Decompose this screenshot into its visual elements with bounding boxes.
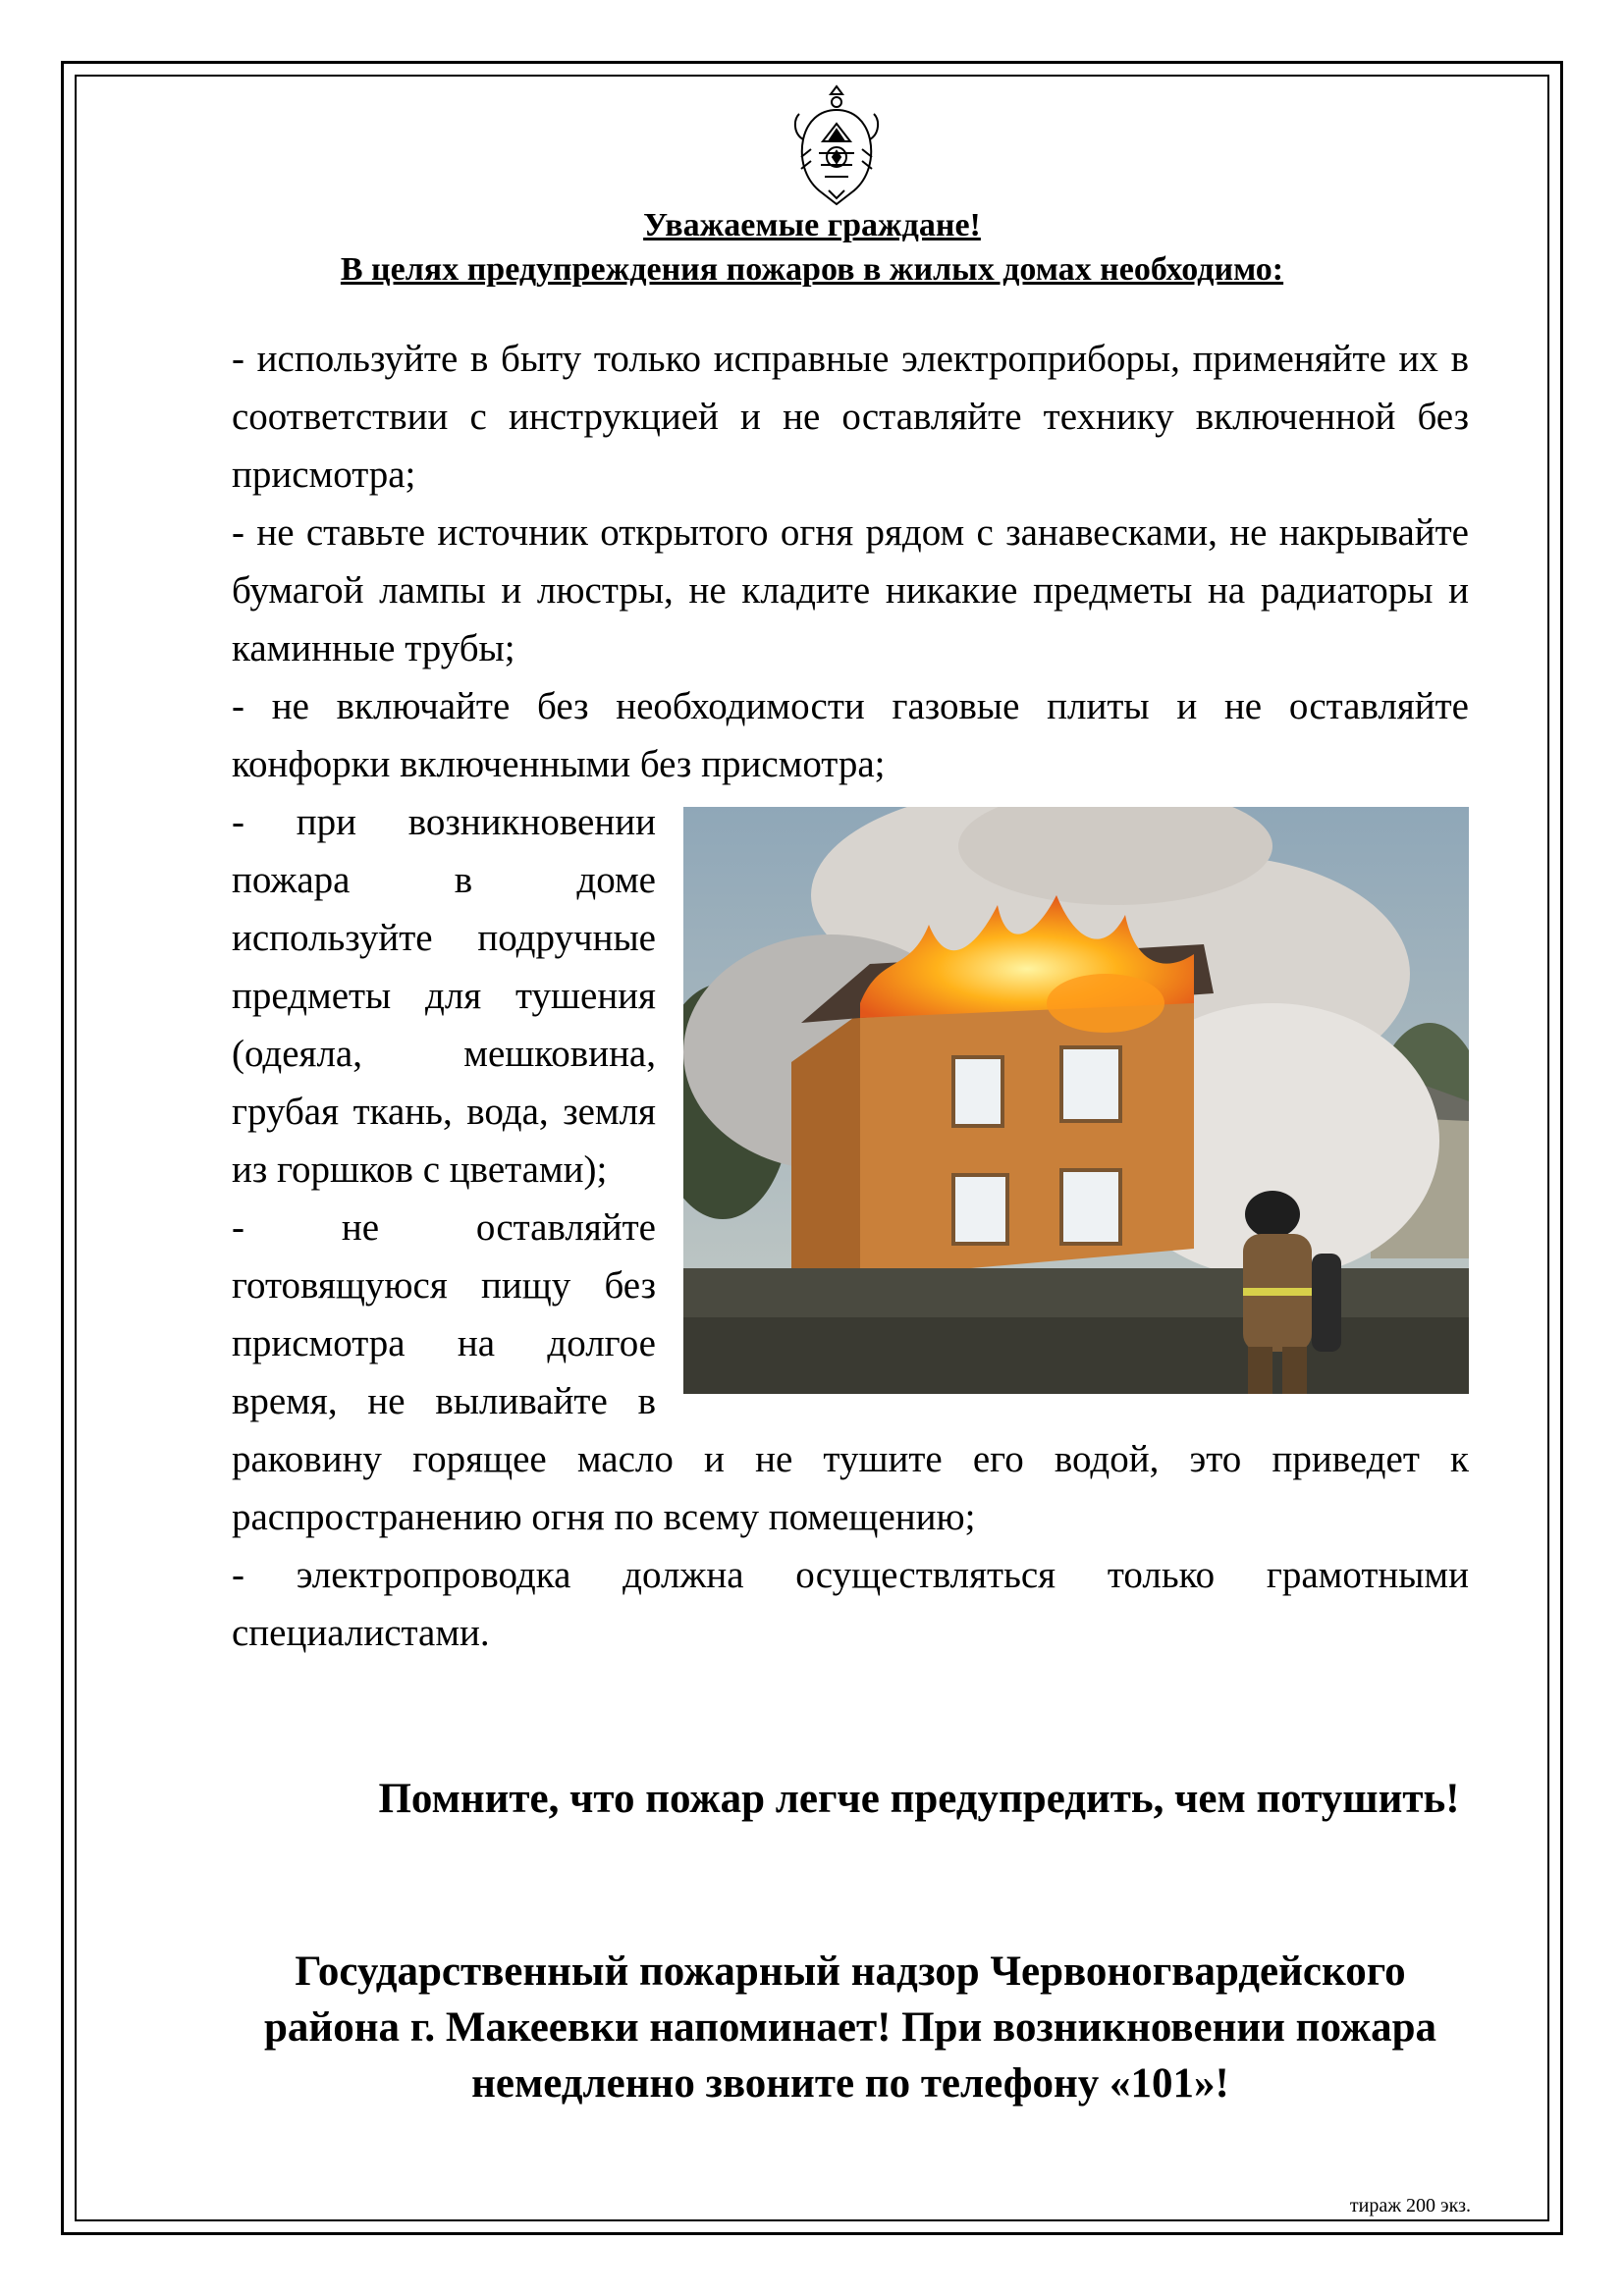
burning-house-photo — [683, 807, 1469, 1394]
reminder-text: Помните, что пожар легче предупредить, чем потушить! — [378, 1776, 1460, 1822]
print-run: тираж 200 экз. — [1349, 2195, 1471, 2216]
rules-list — [232, 330, 1469, 1662]
authority-notice: Государственный пожарный надзор Червоногвардейского района г. Макеевки напоминает! При возникновении пожара немедленно звоните по телефону «101»! — [264, 1949, 1436, 2107]
emergency-emblem-icon — [789, 80, 884, 210]
rule-item: - при возникновении пожара в доме используйте подручные предметы для тушения (одеяла, мешковина, грубая ткань, вода, земля из горшков с цветами); — [232, 801, 656, 1191]
rule-item: - используйте в быту только исправные электроприборы, применяйте их в соответствии с инструкцией и не оставляйте технику включенной без присмотра; — [232, 338, 1469, 496]
page-title: Уважаемые граждане! — [643, 207, 981, 243]
rule-item: - не ставьте источник открытого огня рядом с занавесками, не накрывайте бумагой лампы и люстры, не кладите никакие предметы на радиаторы и каминные трубы; — [232, 511, 1469, 669]
rule-item: - не включайте без необходимости газовые плиты и не оставляйте конфорки включенными без присмотра; — [232, 685, 1469, 785]
page-subtitle: В целях предупреждения пожаров в жилых домах необходимо: — [340, 251, 1284, 288]
rule-item: - электропроводка должна осуществляться только грамотными специалистами. — [232, 1554, 1469, 1654]
rule-item: - не оставляйте готовящуюся пищу без присмотра на долгое время, не выливайте в раковину горящее масло и не тушите его водой, это приведет к распространению огня по всему помещению; — [232, 1206, 1469, 1538]
